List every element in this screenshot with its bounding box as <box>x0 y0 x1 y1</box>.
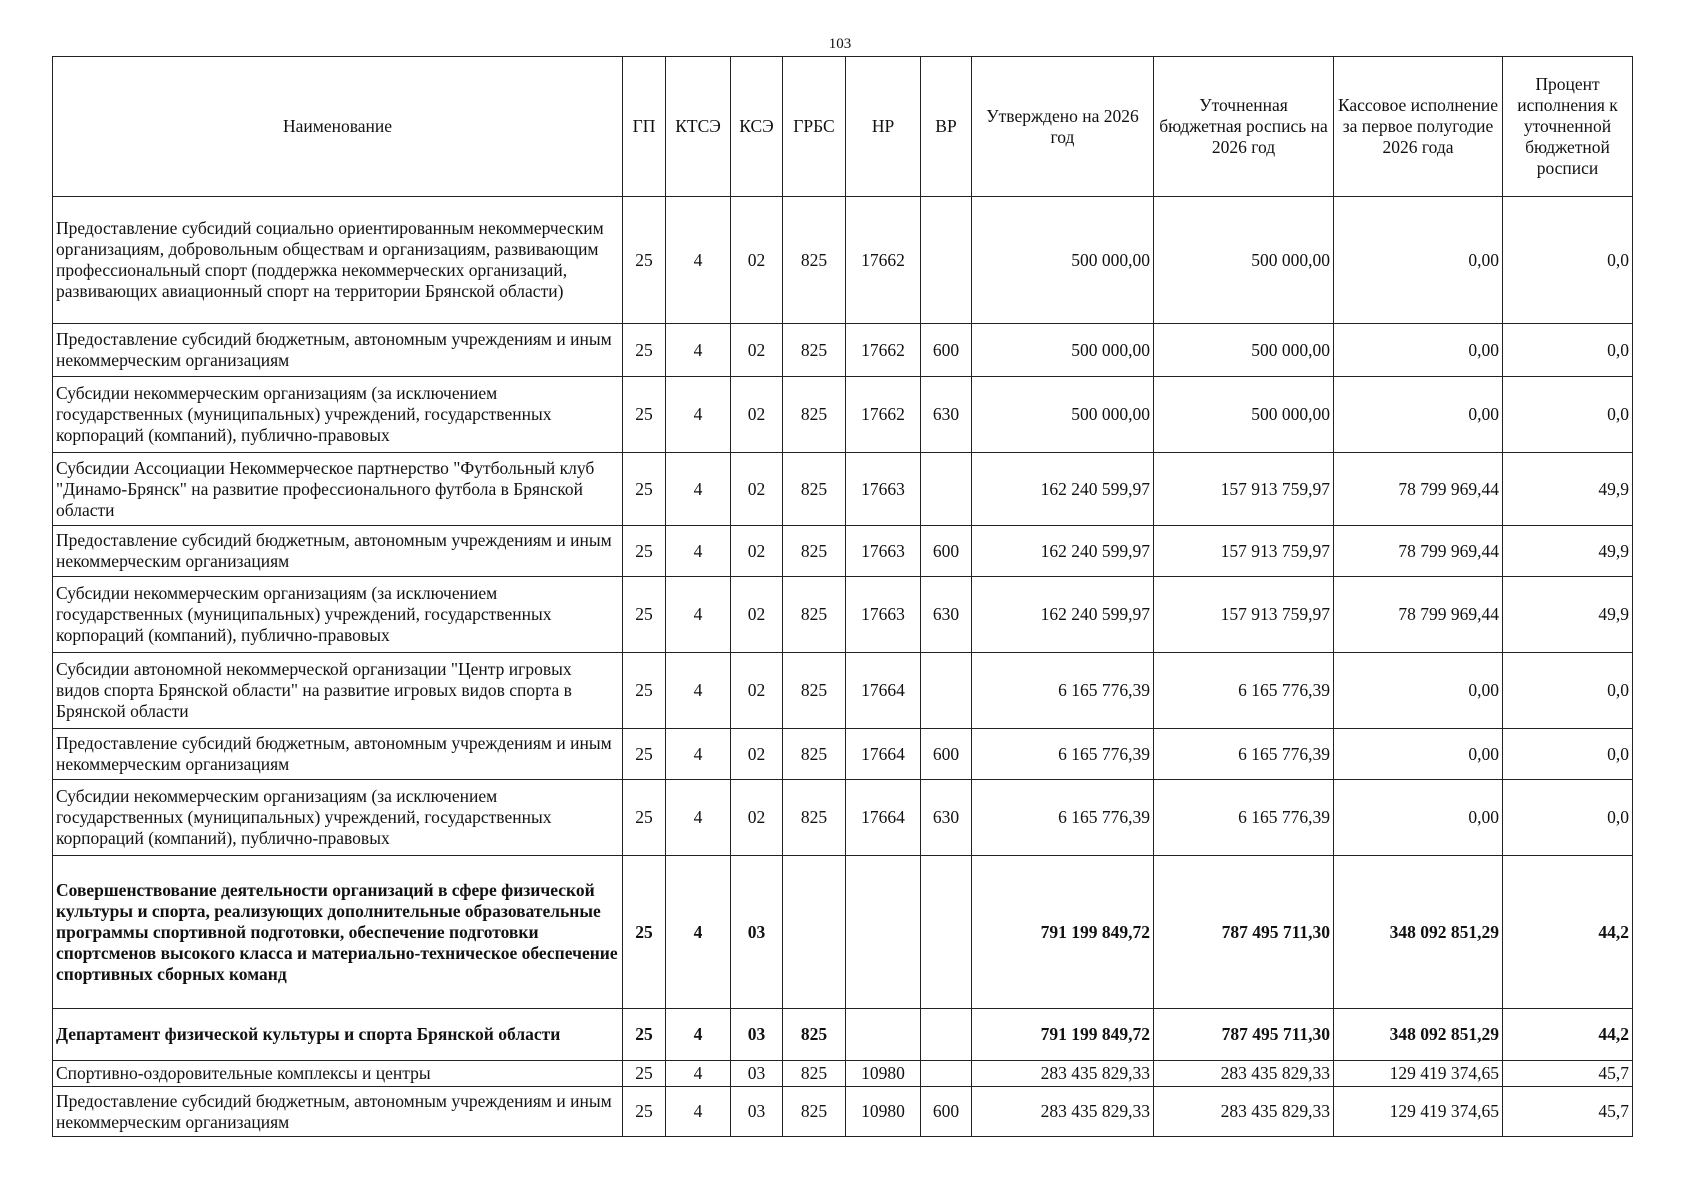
cell-nr <box>846 856 921 1009</box>
cell-nr: 17664 <box>846 780 921 856</box>
cell-kse: 02 <box>731 780 783 856</box>
header-name: Наименование <box>53 57 623 197</box>
cell-nr: 17663 <box>846 526 921 577</box>
cell-cash: 0,00 <box>1334 780 1503 856</box>
cell-vr: 630 <box>921 377 972 453</box>
cell-gp: 25 <box>623 577 666 653</box>
cell-grbs: 825 <box>783 377 846 453</box>
cell-approved: 500 000,00 <box>972 377 1154 453</box>
cell-grbs: 825 <box>783 197 846 324</box>
header-percent: Процент исполнения к уточненной бюджетной росписи <box>1503 57 1633 197</box>
cell-nr: 17664 <box>846 729 921 780</box>
cell-percent: 0,0 <box>1503 197 1633 324</box>
table-row <box>53 1087 1633 1137</box>
cell-kse: 03 <box>731 1009 783 1061</box>
cell-refined: 6 165 776,39 <box>1154 653 1334 729</box>
cell-approved: 283 435 829,33 <box>972 1061 1154 1087</box>
table-row <box>53 577 1633 653</box>
cell-vr: 600 <box>921 729 972 780</box>
cell-approved: 791 199 849,72 <box>972 1009 1154 1061</box>
cell-percent: 0,0 <box>1503 729 1633 780</box>
header-ktse: КТСЭ <box>666 57 731 197</box>
cell-name: Субсидии некоммерческим организациям (за исключением государственных (муниципальных) учреждений, государственных корпораций (компаний), публично-правовых <box>53 377 623 453</box>
cell-grbs: 825 <box>783 324 846 377</box>
cell-kse: 02 <box>731 324 783 377</box>
cell-nr: 17663 <box>846 453 921 526</box>
cell-approved: 6 165 776,39 <box>972 653 1154 729</box>
cell-refined: 500 000,00 <box>1154 324 1334 377</box>
table-row <box>53 1061 1633 1087</box>
cell-vr: 600 <box>921 324 972 377</box>
cell-refined: 6 165 776,39 <box>1154 729 1334 780</box>
cell-gp: 25 <box>623 453 666 526</box>
cell-cash: 0,00 <box>1334 653 1503 729</box>
cell-refined: 157 913 759,97 <box>1154 577 1334 653</box>
cell-grbs <box>783 856 846 1009</box>
table-header-row <box>53 57 1633 197</box>
header-gp: ГП <box>623 57 666 197</box>
cell-name: Субсидии некоммерческим организациям (за исключением государственных (муниципальных) учреждений, государственных корпораций (компаний), публично-правовых <box>53 577 623 653</box>
header-nr: НР <box>846 57 921 197</box>
cell-vr <box>921 1009 972 1061</box>
cell-percent: 49,9 <box>1503 526 1633 577</box>
cell-cash: 0,00 <box>1334 197 1503 324</box>
cell-name: Субсидии Ассоциации Некоммерческое партнерство "Футбольный клуб "Динамо-Брянск" на развитие профессионального футбола в Брянской области <box>53 453 623 526</box>
cell-name: Предоставление субсидий бюджетным, автономным учреждениям и иным некоммерческим организациям <box>53 526 623 577</box>
cell-gp: 25 <box>623 377 666 453</box>
cell-ktse: 4 <box>666 1087 731 1137</box>
cell-kse: 03 <box>731 1061 783 1087</box>
cell-ktse: 4 <box>666 197 731 324</box>
table-row <box>53 1009 1633 1061</box>
cell-ktse: 4 <box>666 577 731 653</box>
cell-grbs: 825 <box>783 653 846 729</box>
cell-approved: 162 240 599,97 <box>972 453 1154 526</box>
table-row <box>53 377 1633 453</box>
cell-percent: 45,7 <box>1503 1087 1633 1137</box>
cell-gp: 25 <box>623 780 666 856</box>
table-row <box>53 324 1633 377</box>
cell-percent: 49,9 <box>1503 577 1633 653</box>
cell-vr: 630 <box>921 780 972 856</box>
cell-approved: 6 165 776,39 <box>972 780 1154 856</box>
cell-grbs: 825 <box>783 453 846 526</box>
cell-ktse: 4 <box>666 324 731 377</box>
header-kse: КСЭ <box>731 57 783 197</box>
cell-refined: 6 165 776,39 <box>1154 780 1334 856</box>
cell-percent: 0,0 <box>1503 324 1633 377</box>
cell-cash: 78 799 969,44 <box>1334 526 1503 577</box>
budget-table <box>52 56 1633 1137</box>
cell-percent: 0,0 <box>1503 780 1633 856</box>
page-number: 103 <box>828 36 852 52</box>
cell-kse: 02 <box>731 577 783 653</box>
table-row <box>53 453 1633 526</box>
cell-grbs: 825 <box>783 780 846 856</box>
cell-gp: 25 <box>623 729 666 780</box>
cell-vr <box>921 653 972 729</box>
cell-kse: 02 <box>731 526 783 577</box>
cell-vr: 600 <box>921 526 972 577</box>
cell-kse: 02 <box>731 653 783 729</box>
cell-cash: 0,00 <box>1334 324 1503 377</box>
cell-percent: 0,0 <box>1503 377 1633 453</box>
cell-cash: 129 419 374,65 <box>1334 1087 1503 1137</box>
cell-approved: 500 000,00 <box>972 197 1154 324</box>
cell-cash: 78 799 969,44 <box>1334 577 1503 653</box>
cell-gp: 25 <box>623 856 666 1009</box>
header-cash: Кассовое исполнение за первое полугодие 2026 года <box>1334 57 1503 197</box>
cell-gp: 25 <box>623 1087 666 1137</box>
cell-name: Предоставление субсидий социально ориентированным некоммерческим организациям, добровольным обществам и организациям, развивающим профессиональный спорт (поддержка некоммерческих организаций, развивающих авиационный спорт на территории Брянской области) <box>53 197 623 324</box>
cell-grbs: 825 <box>783 1087 846 1137</box>
cell-refined: 787 495 711,30 <box>1154 856 1334 1009</box>
cell-name: Совершенствование деятельности организаций в сфере физической культуры и спорта, реализующих дополнительные образовательные программы спортивной подготовки, обеспечение подготовки спортсменов высокого класса и материально-техническое обеспечение спортивных сборных команд <box>53 856 623 1009</box>
cell-grbs: 825 <box>783 729 846 780</box>
cell-gp: 25 <box>623 526 666 577</box>
cell-grbs: 825 <box>783 577 846 653</box>
cell-ktse: 4 <box>666 453 731 526</box>
cell-cash: 78 799 969,44 <box>1334 453 1503 526</box>
cell-cash: 129 419 374,65 <box>1334 1061 1503 1087</box>
cell-gp: 25 <box>623 1009 666 1061</box>
cell-ktse: 4 <box>666 1009 731 1061</box>
cell-kse: 02 <box>731 453 783 526</box>
cell-percent: 49,9 <box>1503 453 1633 526</box>
cell-vr <box>921 197 972 324</box>
table-body <box>53 197 1633 1137</box>
cell-grbs: 825 <box>783 1009 846 1061</box>
cell-kse: 02 <box>731 729 783 780</box>
cell-approved: 6 165 776,39 <box>972 729 1154 780</box>
cell-refined: 500 000,00 <box>1154 377 1334 453</box>
header-grbs: ГРБС <box>783 57 846 197</box>
cell-nr: 17662 <box>846 377 921 453</box>
cell-gp: 25 <box>623 197 666 324</box>
table-row <box>53 197 1633 324</box>
cell-vr <box>921 453 972 526</box>
cell-gp: 25 <box>623 324 666 377</box>
cell-ktse: 4 <box>666 653 731 729</box>
cell-cash: 348 092 851,29 <box>1334 1009 1503 1061</box>
cell-refined: 283 435 829,33 <box>1154 1087 1334 1137</box>
cell-refined: 283 435 829,33 <box>1154 1061 1334 1087</box>
cell-refined: 157 913 759,97 <box>1154 453 1334 526</box>
cell-gp: 25 <box>623 653 666 729</box>
cell-cash: 348 092 851,29 <box>1334 856 1503 1009</box>
cell-kse: 03 <box>731 856 783 1009</box>
cell-cash: 0,00 <box>1334 377 1503 453</box>
cell-name: Предоставление субсидий бюджетным, автономным учреждениям и иным некоммерческим организациям <box>53 729 623 780</box>
cell-vr <box>921 856 972 1009</box>
cell-approved: 283 435 829,33 <box>972 1087 1154 1137</box>
table-row <box>53 526 1633 577</box>
cell-nr: 10980 <box>846 1087 921 1137</box>
cell-ktse: 4 <box>666 526 731 577</box>
table-row <box>53 729 1633 780</box>
cell-percent: 0,0 <box>1503 653 1633 729</box>
cell-nr: 10980 <box>846 1061 921 1087</box>
cell-refined: 157 913 759,97 <box>1154 526 1334 577</box>
cell-approved: 162 240 599,97 <box>972 577 1154 653</box>
cell-gp: 25 <box>623 1061 666 1087</box>
cell-nr: 17662 <box>846 324 921 377</box>
cell-ktse: 4 <box>666 856 731 1009</box>
header-refined: Уточненная бюджетная роспись на 2026 год <box>1154 57 1334 197</box>
table-row <box>53 780 1633 856</box>
cell-name: Департамент физической культуры и спорта Брянской области <box>53 1009 623 1061</box>
cell-ktse: 4 <box>666 729 731 780</box>
cell-approved: 500 000,00 <box>972 324 1154 377</box>
cell-kse: 02 <box>731 197 783 324</box>
cell-ktse: 4 <box>666 780 731 856</box>
cell-kse: 03 <box>731 1087 783 1137</box>
cell-cash: 0,00 <box>1334 729 1503 780</box>
cell-name: Субсидии некоммерческим организациям (за исключением государственных (муниципальных) учреждений, государственных корпораций (компаний), публично-правовых <box>53 780 623 856</box>
cell-nr: 17664 <box>846 653 921 729</box>
header-vr: ВР <box>921 57 972 197</box>
cell-percent: 45,7 <box>1503 1061 1633 1087</box>
cell-name: Субсидии автономной некоммерческой организации "Центр игровых видов спорта Брянской области" на развитие игровых видов спорта в Брянской области <box>53 653 623 729</box>
cell-nr: 17662 <box>846 197 921 324</box>
cell-vr <box>921 1061 972 1087</box>
table-row <box>53 856 1633 1009</box>
cell-kse: 02 <box>731 377 783 453</box>
cell-ktse: 4 <box>666 377 731 453</box>
cell-refined: 787 495 711,30 <box>1154 1009 1334 1061</box>
cell-approved: 162 240 599,97 <box>972 526 1154 577</box>
cell-name: Предоставление субсидий бюджетным, автономным учреждениям и иным некоммерческим организациям <box>53 324 623 377</box>
header-approved: Утверждено на 2026 год <box>972 57 1154 197</box>
cell-grbs: 825 <box>783 1061 846 1087</box>
cell-percent: 44,2 <box>1503 1009 1633 1061</box>
cell-grbs: 825 <box>783 526 846 577</box>
cell-nr <box>846 1009 921 1061</box>
cell-refined: 500 000,00 <box>1154 197 1334 324</box>
cell-approved: 791 199 849,72 <box>972 856 1154 1009</box>
cell-nr: 17663 <box>846 577 921 653</box>
cell-vr: 630 <box>921 577 972 653</box>
cell-name: Предоставление субсидий бюджетным, автономным учреждениям и иным некоммерческим организациям <box>53 1087 623 1137</box>
cell-ktse: 4 <box>666 1061 731 1087</box>
cell-percent: 44,2 <box>1503 856 1633 1009</box>
cell-vr: 600 <box>921 1087 972 1137</box>
cell-name: Спортивно-оздоровительные комплексы и центры <box>53 1061 623 1087</box>
table-row <box>53 653 1633 729</box>
